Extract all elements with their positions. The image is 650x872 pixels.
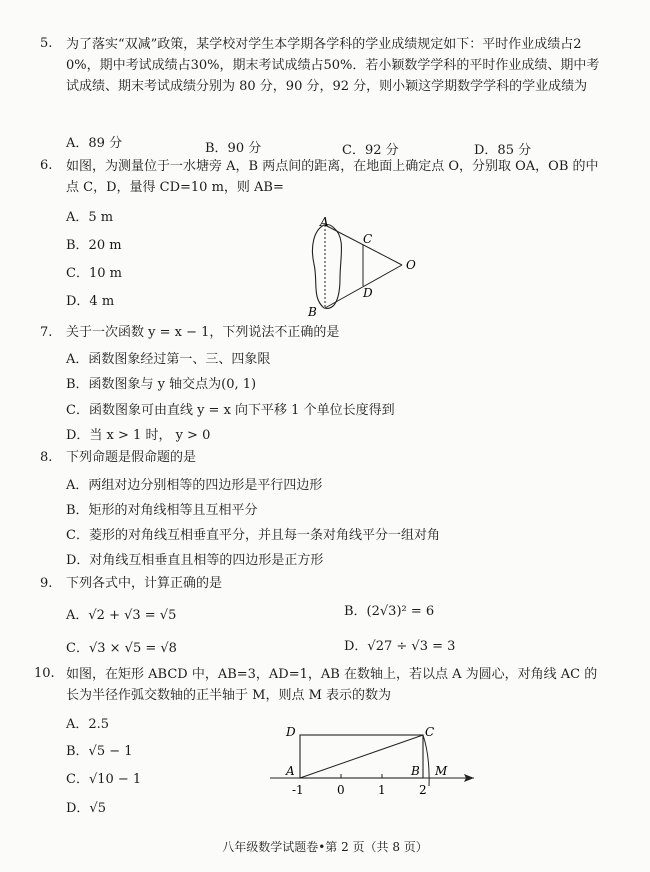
label-d: D [286, 725, 296, 739]
label-c: C [425, 725, 435, 739]
tick-label: 1 [378, 783, 386, 797]
question-8 [40, 448, 600, 467]
option-d: D．√5 [66, 801, 106, 816]
question-stem: 下列命题是假命题的是 [66, 450, 197, 465]
question-9 [40, 574, 600, 593]
question-stem: 下列各式中，计算正确的是 [66, 576, 223, 591]
page-footer: 八年级数学试题卷•第 2 页（共 8 页） [222, 840, 428, 854]
label-b: B [308, 305, 317, 319]
option-b: B．(2√3)² = 6 [344, 604, 435, 619]
question-number: 5. [40, 36, 53, 51]
option-a: A．两组对边分别相等的四边形是平行四边形 [66, 478, 323, 493]
question-stem: 如图，为测量位于一水塘旁 A，B 两点间的距离，在地面上确定点 O，分别取 OA，OB 的中点 C，D，量得 CD=10 m，则 AB= [66, 159, 599, 195]
option-c: C．√3 × √5 = √8 [66, 641, 177, 656]
option-c: C．10 m [66, 266, 122, 281]
label-c: C [363, 232, 373, 246]
option-c: C．菱形的对角线互相垂直平分，并且每一条对角线平分一组对角 [66, 528, 440, 543]
diagonal-ac [300, 735, 423, 778]
question-10 [34, 664, 600, 706]
option-d: D．当 x > 1 时， y > 0 [66, 428, 211, 443]
option-a: A．89 分 [66, 136, 123, 151]
label-m: M [435, 764, 448, 778]
option-d: D．85 分 [474, 143, 532, 158]
pond-outline [312, 224, 341, 308]
question-number: 8. [40, 450, 53, 465]
tick-label: 0 [337, 783, 345, 797]
label-d: D [363, 286, 373, 300]
question-stem: 如图，在矩形 ABCD 中，AB=3，AD=1，AB 在数轴上，若以点 A 为圆心，对角线 AC 的长为半径作弧交数轴的正半轴于 M，则点 M 表示的数为 [66, 667, 598, 703]
option-b: B．矩形的对角线相等且互相平分 [66, 503, 258, 518]
label-b: B [411, 764, 420, 778]
option-c: C．函数图象可由直线 y = x 向下平移 1 个单位长度得到 [66, 403, 395, 418]
option-d: D．4 m [66, 294, 115, 309]
option-c: C．92 分 [342, 143, 399, 158]
question-number: 6. [40, 158, 53, 173]
question-number: 10. [34, 666, 55, 681]
label-a: A [320, 216, 329, 229]
question-7 [40, 323, 600, 342]
question-number: 7. [40, 325, 53, 340]
option-a: A．√2 + √3 = √5 [66, 608, 177, 623]
option-a: A．函数图象经过第一、三、四象限 [66, 352, 271, 367]
tick-label: 2 [419, 783, 427, 797]
number-line-figure [268, 720, 488, 802]
option-c: C．√10 − 1 [66, 772, 142, 787]
option-b: B．20 m [66, 238, 122, 253]
question-stem: 关于一次函数 y = x − 1，下列说法不正确的是 [66, 325, 340, 340]
question-6 [40, 156, 600, 198]
pond-figure [300, 216, 430, 320]
question-stem: 为了落实“双减”政策，某学校对学生本学期各学科的学业成绩规定如下：平时作业成绩占20%，期中考试成绩占30%，期末考试成绩占50%．若小颖数学学科的平时作业成绩、期中考试成绩、期末考试成绩分别为 80 分，90 分，92 分，则小颖这学期数学学科的学业成绩为 [66, 37, 600, 94]
option-a: A．2.5 [66, 717, 110, 732]
question-number: 9. [40, 576, 53, 591]
option-d: D．对角线互相垂直且相等的四边形是正方形 [66, 553, 324, 568]
option-b: B．函数图象与 y 轴交点为(0, 1) [66, 377, 257, 392]
option-b: B．90 分 [205, 141, 262, 156]
tick-label: -1 [292, 783, 304, 797]
option-a: A．5 m [66, 210, 114, 225]
question-5 [40, 34, 600, 97]
label-a: A [286, 764, 295, 778]
option-b: B．√5 − 1 [66, 744, 133, 759]
label-o: O [406, 258, 416, 272]
option-d: D．√27 ÷ √3 = 3 [344, 639, 456, 654]
